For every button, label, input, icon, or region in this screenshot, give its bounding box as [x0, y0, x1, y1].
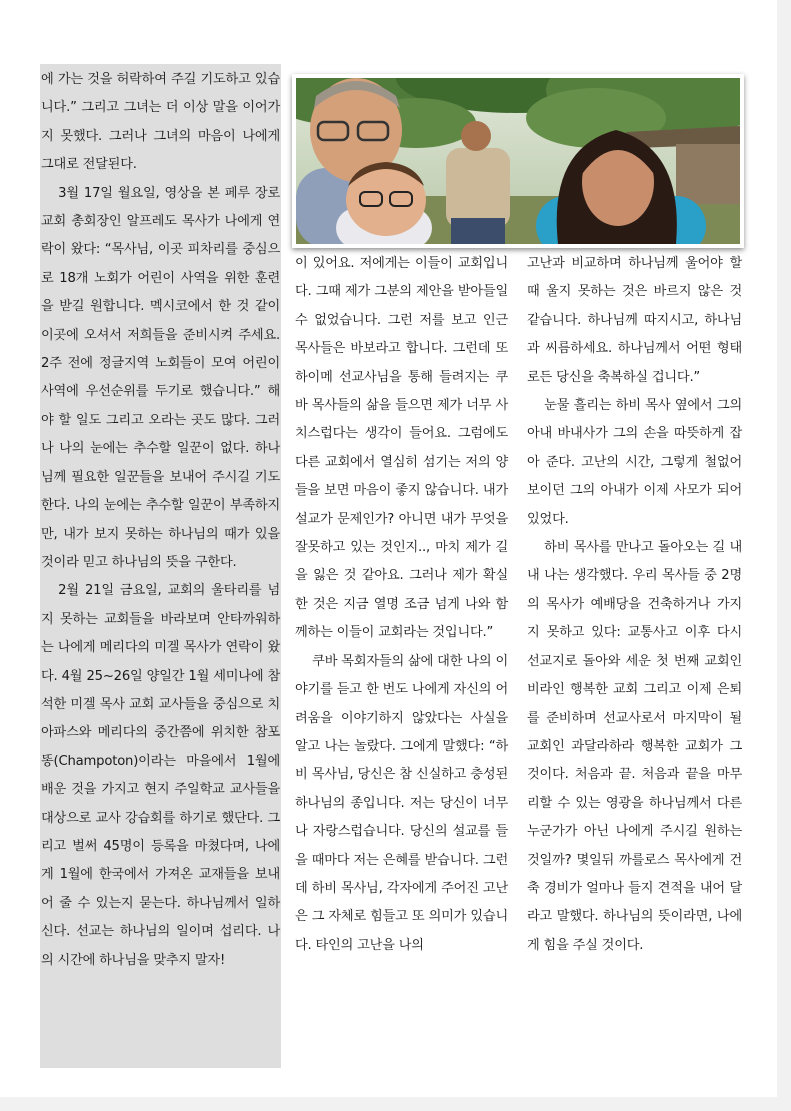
paragraph: 이 있어요. 저에게는 이들이 교회입니다. 그때 제가 그분의 제안을 받아들일 수 없었습니다. 그런 저를 보고 인근 목사들은 바보라고 합니다. 그런데 또 하이메 선교사님을 통해 들려지는 쿠바 목사들의 삶을 들으면 제가 너무 사치스럽다는 생각이 들어요. 그럼에도 다른 교회에서 열심히 섬기는 저의 양들을 보면 마음이 좋지 않습니다. 내가 설교가 문제인가? 아니면 내가 무엇을 잘못하고 있는 것인지.., 마치 제가 길을 잃은 것 같아요. 그러나 제가 확실한 것은 지금 열명 조금 넘게 나와 함께하는 이들이 교회라는 것입니다.” [295, 256, 508, 641]
selfie-photo [292, 74, 744, 248]
paragraph: 눈물 흘리는 하비 목사 옆에서 그의 아내 바내사가 그의 손을 따뜻하게 잡아 준다. 고난의 시간, 그렇게 철없어 보이던 그의 아내가 이제 사모가 되어 있었다. [527, 398, 742, 527]
paragraph: 고난과 비교하며 하나님께 울어야 할 때 울지 못하는 것은 바르지 않은 것 같습니다. 하나님께 따지시고, 하나님과 씨름하세요. 하나님께서 어떤 형태로든 당신을 축복하실 겁니다.” [527, 256, 742, 385]
paragraph: 3월 17일 월요일, 영상을 본 페루 장로교회 총회장인 알프레도 목사가 나에게 연락이 왔다: “목사님, 이곳 피차리를 중심으로 18개 노회가 어린이 사역을 위한 훈련을 받길 원합니다. 멕시코에서 한 것 같이 이곳에 오셔서 저희들을 준비시켜 주세요. 2주 전에 정글지역 노회들이 모여 어린이 사역에 우선순위를 두기로 했습니다.” 해야 할 일도 그리고 오라는 곳도 많다. 그러나 나의 눈에는 추수할 일꾼이 없다. 하나님께 필요한 일꾼들을 보내어 주시길 기도한다. 나의 눈에는 추수할 일꾼이 부족하지만, 내가 보지 못하는 하나님의 때가 있을 것이라 믿고 하나님의 뜻을 구한다. [41, 185, 280, 570]
paragraph: 하비 목사를 만나고 돌아오는 길 내내 나는 생각했다. 우리 목사들 중 2명의 목사가 예배당을 건축하거나 가지지 못하고 있다: 교통사고 이후 다시 선교지로 돌아와 세운 첫 번째 교회인 비라인 행복한 교회 그리고 이제 은퇴를 준비하며 선교사로서 마지막이 될 교회인 과달라하라 행복한 교회가 그것이다. 처음과 끝. 처음과 끝을 마무리할 수 있는 영광을 하나님께서 다른 누군가가 아닌 나에게 주시길 원하는 것일까? 몇일뒤 까를로스 목사에게 건축 경비가 얼마나 들지 견적을 내어 달라고 말했다. 하나님의 뜻이라면, 나에게 힘을 주실 것이다. [527, 540, 742, 953]
paragraph: 에 가는 것을 허락하여 주길 기도하고 있습니다.” 그리고 그녀는 더 이상 말을 이어가지 못했다. 그러나 그녀의 마음이 나에게 그대로 전달된다. [41, 72, 280, 173]
paragraph: 2월 21일 금요일, 교회의 울타리를 넘지 못하는 교회들을 바라보며 안타까워하는 나에게 메리다의 미겔 목사가 연락이 왔다. 4월 25~26일 양일간 1월 세미나에 참석한 미겔 목사 교회 교사들을 중심으로 치아파스와 메리다의 중간쯤에 위치한 참포똥(Champoton)이라는 마을에서 1월에 배운 것을 가지고 현지 주일학교 교사들을 대상으로 교사 강습회를 하기로 했단다. 그리고 벌써 45명이 등록을 마쳤다며, 나에게 1월에 한국에서 가져온 교재들을 보내어 줄 수 있는지 묻는다. 하나님께서 일하신다. 선교는 하나님의 일이며 섭리다. 나의 시간에 하나님을 맞추지 말자! [41, 583, 280, 968]
text-column-middle [295, 250, 508, 960]
text-column-right [527, 250, 742, 960]
paragraph: 쿠바 목회자들의 삶에 대한 나의 이야기를 듣고 한 번도 나에게 자신의 어려움을 이야기하지 않았다는 사실을 알고 나는 놀랐다. 그에게 말했다: “하비 목사님, 당신은 참 신실하고 충성된 하나님의 종입니다. 저는 당신이 너무나 자랑스럽습니다. 당신의 설교를 들을 때마다 저는 은혜를 받습니다. 그런데 하비 목사님, 각자에게 주어진 고난은 그 자체로 힘들고 또 의미가 있습니다. 타인의 고난을 나의 [295, 653, 508, 953]
photo-illustration [296, 78, 740, 244]
text-column-left [40, 64, 281, 1068]
